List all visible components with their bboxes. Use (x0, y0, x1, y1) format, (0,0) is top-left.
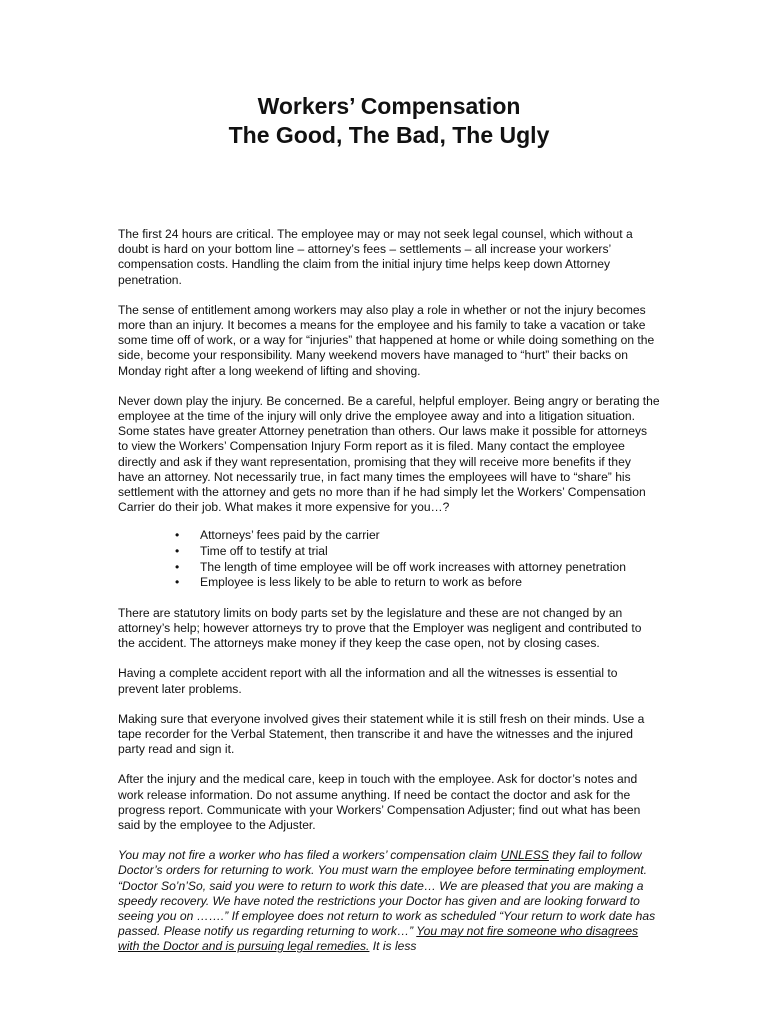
paragraph-never-down-play: Never down play the injury. Be concerned. Be a careful, helpful employer. Being angry or berating the employee at the time of the injury will only drive the employee away and into a litigation situation. Some states have greater Attorney penetration than others. Our laws make it possible for attorneys to view the Workers’ Compensation Injury Form report as it is filed. Many contact the employee directly and ask if they want representation, promising that they will receive more benefits if they have an attorney. Not necessarily true, in fact many times the employees will have to “share” his settlement with the attorney and gets no more than if he had simply let the Workers’ Compensation Carrier do their job. What makes it more expensive for you…? (118, 393, 660, 515)
paragraph-keep-in-touch: After the injury and the medical care, keep in touch with the employee. Ask for doctor’s notes and work release information. Do not assume anything. If need be contact the doctor and ask for the progress report. Communicate with your Workers’ Compensation Adjuster; find out what has been said by the employee to the Adjuster. (118, 772, 641, 833)
bullet-item: • Attorneys’ fees paid by the carrier (175, 528, 660, 544)
paragraph-entitlement: The sense of entitlement among workers may also play a role in whether or not the injury becomes more than an injury. It becomes a means for the employee and his family to take a vacation or take some time off of work, or a way for “injuries” that happened at home or while doing something on the side, become your responsibility. Many weekend movers have managed to “hurt” their backs on Monday right after a long weekend of lifting and shoving. (118, 302, 655, 378)
firing-text-c: they fail to follow Doctor’s orders for returning to work. You must warn the employee before terminating employment. “Doctor So’n’So, said you were to return to work this date… We are pleased that you are making a speedy recovery. We have noted the restrictions your Doctor has given and are looking forward to seeing you on …….” If employee does not return to work as scheduled “Your return to work date has passed. Please notify us regarding returning to work…” (118, 848, 656, 939)
paragraph-first-24-hours: The first 24 hours are critical. The employee may or may not seek legal counsel, which without a doubt is hard on your bottom line – attorney’s fees – settlements – all increase your workers’ compensation costs. Handling the claim from the initial injury time helps keep down Attorney penetration. (118, 227, 633, 287)
paragraph-firing-rules (118, 848, 660, 954)
bullet-item: • The length of time employee will be off work increases with attorney penetration (175, 560, 660, 576)
paragraph-statutory-limits: There are statutory limits on body parts set by the legislature and these are not changed by an attorney’s help; however attorneys try to prove that the Employer was negligent and contributed to the accident. The attorneys make money if they keep the case open, not by closing cases. (118, 605, 642, 651)
firing-unless-emphasis: UNLESS (500, 848, 549, 863)
title-line-2: The Good, The Bad, The Ugly (228, 122, 550, 148)
firing-text-a: You may not fire a worker who has filed a workers’ compensation claim (118, 848, 501, 863)
document-page (118, 92, 660, 970)
firing-warning-underlined: You may not fire someone who disagrees with the Doctor and is pursuing legal remedies. (118, 924, 639, 954)
bullet-item: • Employee is less likely to be able to return to work as before (175, 575, 660, 591)
title-line-1: Workers’ Compensation (257, 93, 521, 119)
paragraph-accident-report: Having a complete accident report with all the information and all the witnesses is essential to prevent later problems. (118, 666, 618, 696)
firing-text-e: It is less (369, 939, 417, 954)
cost-bullet-list (118, 528, 660, 590)
paragraph-statements: Making sure that everyone involved gives their statement while it is still fresh on their minds. Use a tape recorder for the Verbal Statement, then transcribe it and have the witnesses and the injured party read and sign it. (118, 711, 645, 757)
bullet-item: • Time off to testify at trial (175, 544, 660, 560)
document-title (118, 92, 660, 150)
